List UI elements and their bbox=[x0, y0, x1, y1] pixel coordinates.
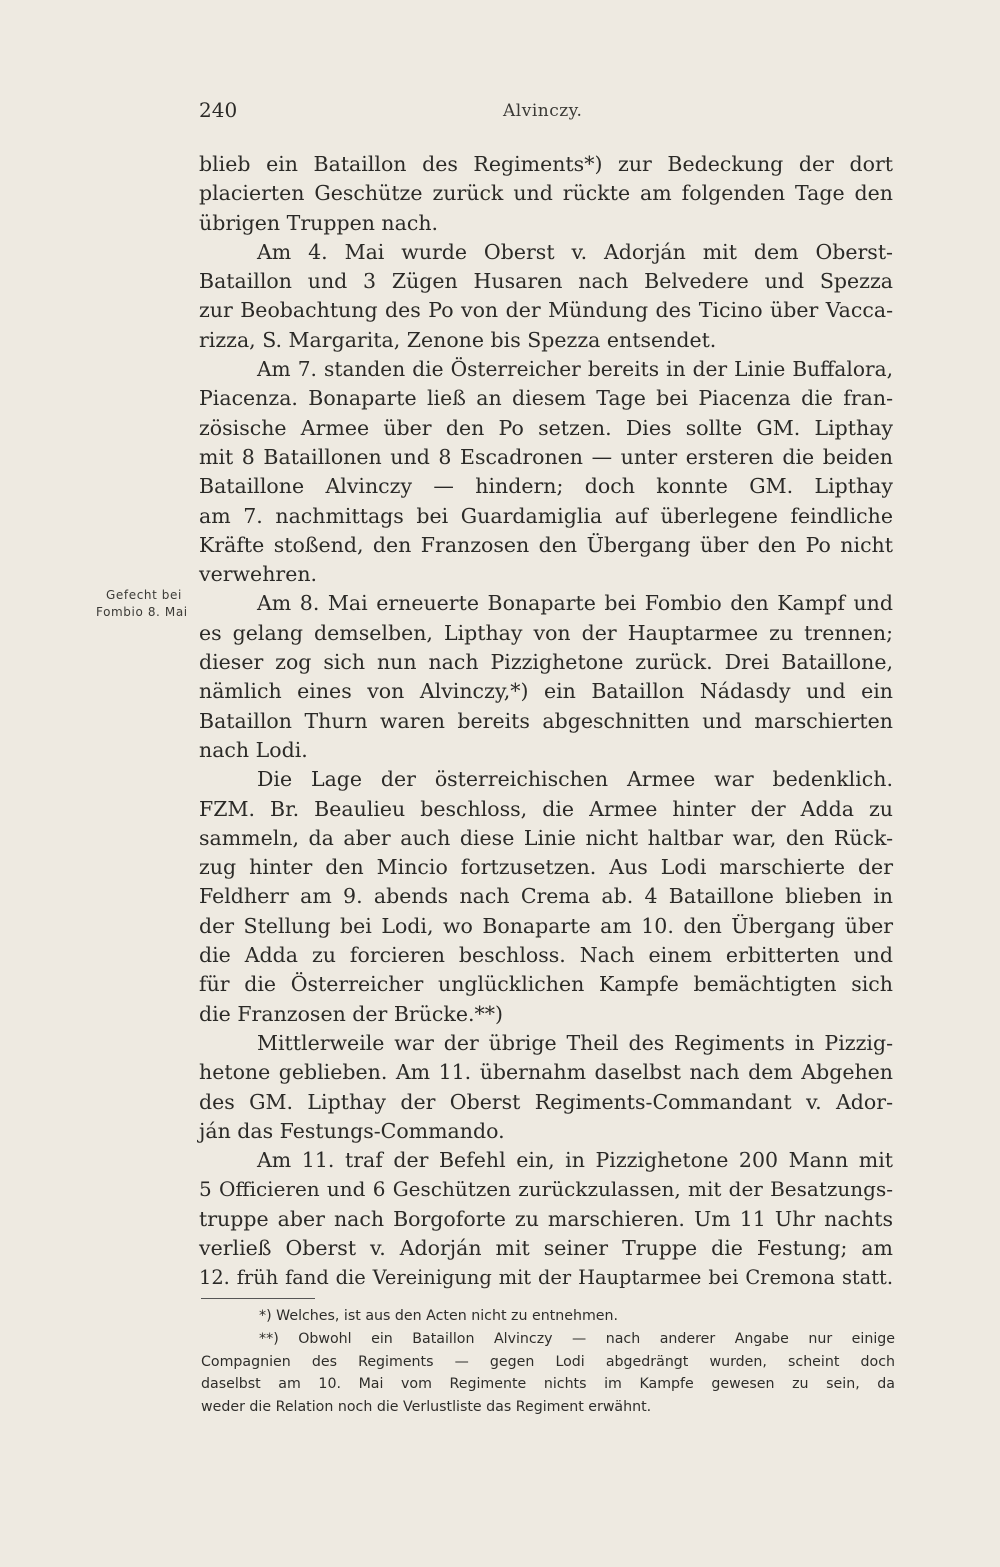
text-line: am 7. nachmittags bei Guardamiglia auf überlegene feindliche bbox=[199, 503, 893, 528]
text-line: für die Österreicher unglücklichen Kampfe bemächtigten sich bbox=[199, 972, 893, 997]
text-line: zösische Armee über den Po setzen. Dies sollte GM. Lipthay bbox=[199, 415, 893, 440]
body-text bbox=[199, 150, 893, 1293]
text-line: Am 4. Mai wurde Oberst v. Adorján mit dem Oberst- bbox=[257, 239, 893, 264]
text-line: sammeln, da aber auch diese Linie nicht haltbar war, den Rück- bbox=[199, 825, 893, 850]
text-line: des GM. Lipthay der Oberst Regiments-Commandant v. Ador- bbox=[199, 1089, 893, 1114]
text-line: Am 8. Mai erneuerte Bonaparte bei Fombio den Kampf und bbox=[257, 591, 893, 616]
text-line: übrigen Truppen nach. bbox=[199, 210, 439, 235]
margin-note-line: Gefecht bei bbox=[106, 588, 182, 602]
text-line: Bataillon Thurn waren bereits abgeschnitten und marschierten bbox=[199, 708, 893, 733]
text-line: mit 8 Bataillonen und 8 Escadronen — unter ersteren die beiden bbox=[199, 444, 893, 469]
footnote-line: daselbst am 10. Mai vom Regimente nichts im Kampfe gewesen zu sein, da bbox=[201, 1376, 895, 1393]
text-line: die Adda zu forcieren beschloss. Nach einem erbitterten und bbox=[199, 943, 893, 968]
margin-note-line: Fombio 8. Mai bbox=[96, 605, 188, 619]
text-line: Mittlerweile war der übrige Theil des Regiments in Pizzig- bbox=[257, 1030, 893, 1055]
text-line: Kräfte stoßend, den Franzosen den Übergang über den Po nicht bbox=[199, 532, 893, 557]
page-header bbox=[0, 98, 1000, 128]
footnote-line: weder die Relation noch die Verlustliste das Regiment erwähnt. bbox=[201, 1399, 652, 1416]
text-line: truppe aber nach Borgoforte zu marschieren. Um 11 Uhr nachts bbox=[199, 1206, 893, 1231]
text-line: nämlich eines von Alvinczy,*) ein Bataillon Nádasdy und ein bbox=[199, 679, 893, 704]
margin-note bbox=[96, 587, 206, 621]
text-line: Bataillon und 3 Zügen Husaren nach Belvedere und Spezza bbox=[199, 269, 893, 294]
text-line: Am 7. standen die Österreicher bereits in der Linie Buffalora, bbox=[257, 357, 893, 382]
text-line: FZM. Br. Beaulieu beschloss, die Armee hinter der Adda zu bbox=[199, 796, 893, 821]
footnote-divider bbox=[201, 1298, 315, 1299]
text-line: verwehren. bbox=[199, 562, 318, 587]
text-line: rizza, S. Margarita, Zenone bis Spezza entsendet. bbox=[199, 327, 717, 352]
page-number: 240 bbox=[199, 98, 238, 122]
footnote-line: Compagnien des Regiments — gegen Lodi abgedrängt wurden, scheint doch bbox=[201, 1353, 895, 1370]
text-line: Feldherr am 9. abends nach Crema ab. 4 Bataillone blieben in bbox=[199, 884, 893, 909]
footnote-line: **) Obwohl ein Bataillon Alvinczy — nach anderer Angabe nur einige bbox=[259, 1330, 895, 1347]
text-line: blieb ein Bataillon des Regiments*) zur Bedeckung der dort bbox=[199, 152, 893, 176]
text-line: zug hinter den Mincio fortzusetzen. Aus Lodi marschierte der bbox=[199, 855, 893, 880]
text-line: dieser zog sich nun nach Pizzighetone zurück. Drei Bataillone, bbox=[199, 650, 893, 675]
text-line: es gelang demselben, Lipthay von der Hauptarmee zu trennen; bbox=[199, 620, 893, 645]
text-line: Am 11. traf der Befehl ein, in Pizzighetone 200 Mann mit bbox=[257, 1148, 893, 1173]
footnote-line: *) Welches, ist aus den Acten nicht zu entnehmen. bbox=[259, 1308, 619, 1324]
text-line: der Stellung bei Lodi, wo Bonaparte am 10. den Übergang über bbox=[199, 913, 893, 938]
text-line: zur Beobachtung des Po von der Mündung des Ticino über Vacca- bbox=[199, 298, 893, 323]
text-line: die Franzosen der Brücke.**) bbox=[199, 1001, 503, 1026]
text-line: verließ Oberst v. Adorján mit seiner Truppe die Festung; am bbox=[199, 1235, 893, 1260]
text-line: 5 Officieren und 6 Geschützen zurückzulassen, mit der Besatzungs- bbox=[199, 1177, 893, 1202]
text-line: Bataillone Alvinczy — hindern; doch konnte GM. Lipthay bbox=[199, 474, 893, 499]
text-line: Die Lage der österreichischen Armee war bedenklich. bbox=[257, 767, 893, 792]
text-line: ján das Festungs-Commando. bbox=[199, 1118, 505, 1143]
footnotes bbox=[201, 1305, 895, 1419]
text-line: placierten Geschütze zurück und rückte am folgenden Tage den bbox=[199, 181, 893, 206]
text-line: nach Lodi. bbox=[199, 737, 308, 762]
text-line: Piacenza. Bonaparte ließ an diesem Tage bei Piacenza die fran- bbox=[199, 386, 893, 411]
text-line: 12. früh fand die Vereinigung mit der Hauptarmee bei Cremona statt. bbox=[199, 1266, 893, 1290]
text-line: hetone geblieben. Am 11. übernahm daselbst nach dem Abgehen bbox=[199, 1060, 893, 1085]
running-head: Alvinczy. bbox=[503, 101, 583, 121]
